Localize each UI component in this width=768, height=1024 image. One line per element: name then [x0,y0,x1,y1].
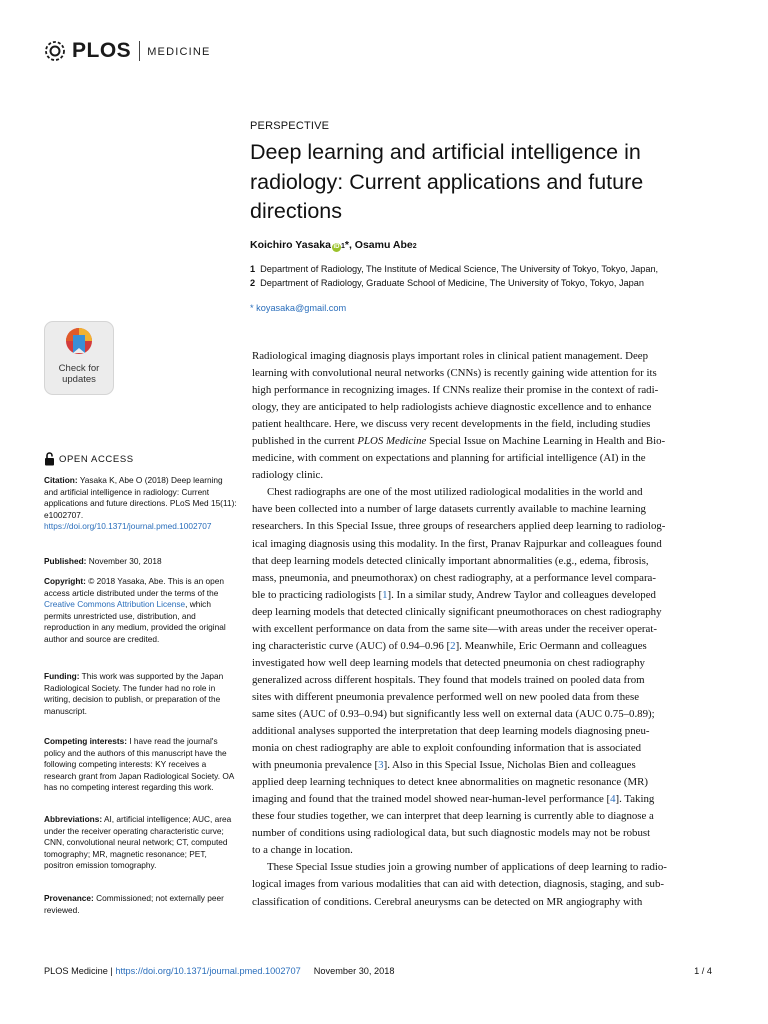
body-line: patient healthcare. Here, we discuss very recent developments in the field, including studies [252,418,651,431]
body-text-fragment: ]. In a similar study, Andrew Taylor and colleagues developed [387,588,656,601]
competing-label: Competing interests: [44,736,127,746]
body-text-fragment: ble to practicing radiologists [ [252,588,383,601]
affiliation-number: 1 [250,264,256,274]
affiliation-number: 2 [250,278,256,288]
body-line: logical images from various modalities that can aid with detection, diagnosis, staging, and sub- [252,878,664,891]
orcid-icon[interactable]: iD [333,244,340,250]
affiliation [250,264,658,274]
body-text-fragment: medicine, [252,452,298,465]
page-footer [44,966,712,976]
abbreviations-block [44,814,238,872]
body-line: with excellent performance on data from the same site—with areas under the receiver operat- [252,622,657,635]
body-line: sites with different pneumonia prevalence performed well on new pooled data from these [252,690,640,703]
body-line: have been collected into a number of large datasets currently available to machine learning [252,503,646,516]
reference-link[interactable]: 4 [610,793,616,806]
open-lock-icon [44,452,55,466]
footer-journal: PLOS Medicine [44,966,108,976]
body-text-fragment: published in the current [252,435,358,448]
published-block [44,556,238,568]
body-line: these four studies together, we can interpret that deep learning is currently able to diagnose a [252,810,654,823]
body-line: generalized across different hospitals. They found that models trained on pooled data from [252,673,645,686]
body-line: deep learning models that detected clinically significant pneumothoraces on chest radiography [252,605,662,618]
email-link[interactable]: koyasaka@gmail.com [256,303,347,313]
affiliation-text: Department of Radiology, Graduate School of Medicine, The University of Tokyo, Tokyo, Japan [260,278,644,288]
check-for-updates-button[interactable] [44,321,114,395]
article-type: PERSPECTIVE [250,120,330,132]
author-list [250,239,417,252]
body-line: Radiological imaging diagnosis plays important roles in clinical patient management. Deep [252,350,648,362]
provenance-label: Provenance: [44,893,94,903]
logo-divider [139,41,140,61]
competing-text: I have read the journal's policy and the authors of this manuscript have the following competing interests: KY receives a research grant from Japan Radiological Society. OA has no competing interest regarding this work. [44,736,234,793]
body-line [252,757,712,774]
badge-label: Check for [58,363,100,374]
body-line: radiology clinic. [252,469,324,482]
footer-doi-link[interactable]: https://doi.org/10.1371/journal.pmed.1002707 [115,966,301,976]
author-separator: , [348,239,355,251]
body-line: researchers. In this Special Issue, three groups of researchers applied deep learning to radiolog- [252,520,666,533]
reference-link[interactable]: 3 [378,759,384,772]
body-line: investigated how well deep learning models that detected pneumonia on chest radiography [252,656,645,669]
page-number: 1 / 4 [694,966,712,976]
funding-block [44,671,238,717]
badge-label: updates [62,374,96,385]
license-link[interactable]: Creative Commons Attribution License [44,599,186,610]
citation-text: Yasaka K, Abe O (2018) Deep learning and artificial intelligence in radiology: Current applications and future directions. PLoS Med 15(11): e1002707. [44,475,237,520]
body-line: same sites (AUC of 0.93–0.94) but significantly less well on external data (AUC 0.75–0.89); [252,707,655,720]
funding-text: This work was supported by the Japan Radiological Society. The funder had no role in writing, decision to publish, or preparation of the manuscript. [44,671,224,716]
body-text-fragment: imaging and found that the trained model showed near-human-level performance [ [252,793,611,806]
funding-label: Funding: [44,671,80,681]
affiliation [250,278,644,288]
body-text-fragment: Special Issue on Machine Learning in Health and Bio- [426,435,666,448]
citation-doi-link[interactable]: https://doi.org/10.1371/journal.pmed.1002707 [44,521,212,532]
plos-medicine-logo [44,36,211,66]
body-text-fragment: ing characteristic curve (AUC) of 0.94–0.96 [ [252,639,451,652]
reference-link[interactable]: 2 [450,639,456,652]
body-line: ology, they are anticipated to help radiologists achieve diagnostic excellence and to enhance [252,401,652,414]
body-line: additional analyses supported the interpretation that deep learning models diagnosing pneu- [252,725,650,738]
corresponding-email [250,303,346,313]
body-line [252,450,712,467]
email-mark: * [250,303,254,313]
open-access-label [44,452,134,466]
body-line: ical imaging diagnosis using this modality. In the first, Pranav Rajpurkar and colleagues found [252,537,662,550]
article-body [252,348,712,911]
affiliation-sup: 1 [340,243,345,250]
body-line: Chest radiographs are one of the most utilized radiological modalities in the world and [267,486,643,499]
author-name[interactable]: Koichiro Yasaka [250,239,331,251]
body-line: high performance in recognizing images. If CNNs realize their promise in the context of radi- [252,384,659,397]
affiliation-sup: 2 [412,243,417,250]
body-line [252,638,712,655]
body-line: to a change in location. [252,844,353,857]
body-line [252,587,712,604]
body-line: applied deep learning techniques to detect knee abnormalities on magnetic resonance (MR) [252,776,648,789]
plos-logo-icon [44,40,66,62]
body-line: monia on chest radiography are able to exploit confounding information that is associated [252,742,642,755]
author-name[interactable]: Osamu Abe [354,239,413,251]
body-text-fragment: with pneumonia prevalence [ [252,759,379,772]
body-line: classification of conditions. Cerebral aneurysms can be detected on MR angiography with [252,895,643,908]
copyright-text: , which permits unrestricted use, distribution, and reproduction in any medium, provided the original author and source are credited. [44,599,226,644]
body-line [252,791,712,808]
body-line: that deep learning models detected clinically important abnormalities (e.g., edema, fibrosis, [252,554,649,567]
body-text-fragment: ]. Also in this Special Issue, Nicholas Bien and colleagues [383,759,636,772]
provenance-block [44,893,238,916]
abbreviations-text: AI, artificial intelligence; AUC, area under the receiver operating characteristic curve; CNN, convolutional neural network; CT, computed tomography; MR, magnetic resonance; PET, positron emission tomography. [44,814,232,871]
published-label: Published: [44,556,87,566]
article-title: Deep learning and artificial intelligence in radiology: Current applications and future directions [250,140,644,223]
plos-brand: PLOS [72,39,132,62]
body-text-fragment: with comment on expectations and planning for artificial intelligence (AI) in the [297,452,646,465]
footer-spacer [301,966,314,976]
bookmark-ribbon-icon [64,327,94,357]
copyright-block [44,576,238,646]
body-line: mass, pneumonia, and pneumothorax) on chest radiography, at a performance level compara- [252,571,656,584]
published-date: November 30, 2018 [88,556,162,566]
copyright-label: Copyright: [44,576,86,586]
footer-separator: | [107,966,116,976]
body-line [252,433,712,450]
copyright-text: © 2018 Yasaka, Abe. This is an open access article distributed under the terms of the [44,576,224,598]
journal-name: MEDICINE [147,46,211,58]
footer-date: November 30, 2018 [313,966,395,976]
abbreviations-label: Abbreviations: [44,814,103,824]
journal-name-italic: PLOS Medicine [357,435,427,448]
citation-block [44,475,238,533]
body-text-fragment: ]. Meanwhile, Eric Oermann and colleagues [455,639,647,652]
open-access-text: OPEN ACCESS [59,453,134,465]
competing-interests-block [44,736,238,794]
body-line: number of conditions using radiological data, but such diagnostic models may not be robust [252,827,651,840]
provenance-text: Commissioned; not externally peer reviewed. [44,893,224,915]
affiliation-text: Department of Radiology, The Institute of Medical Science, The University of Tokyo, Tokyo, Japan, [260,264,659,274]
body-text-fragment: ]. Taking [615,793,655,806]
citation-label: Citation: [44,475,78,485]
reference-link[interactable]: 1 [382,588,388,601]
corresponding-mark: * [344,239,349,251]
body-line: These Special Issue studies join a growing number of applications of deep learning to radio- [267,861,667,874]
body-line: learning with convolutional neural networks (CNNs) is recently gaining wide attention for its [252,367,657,380]
